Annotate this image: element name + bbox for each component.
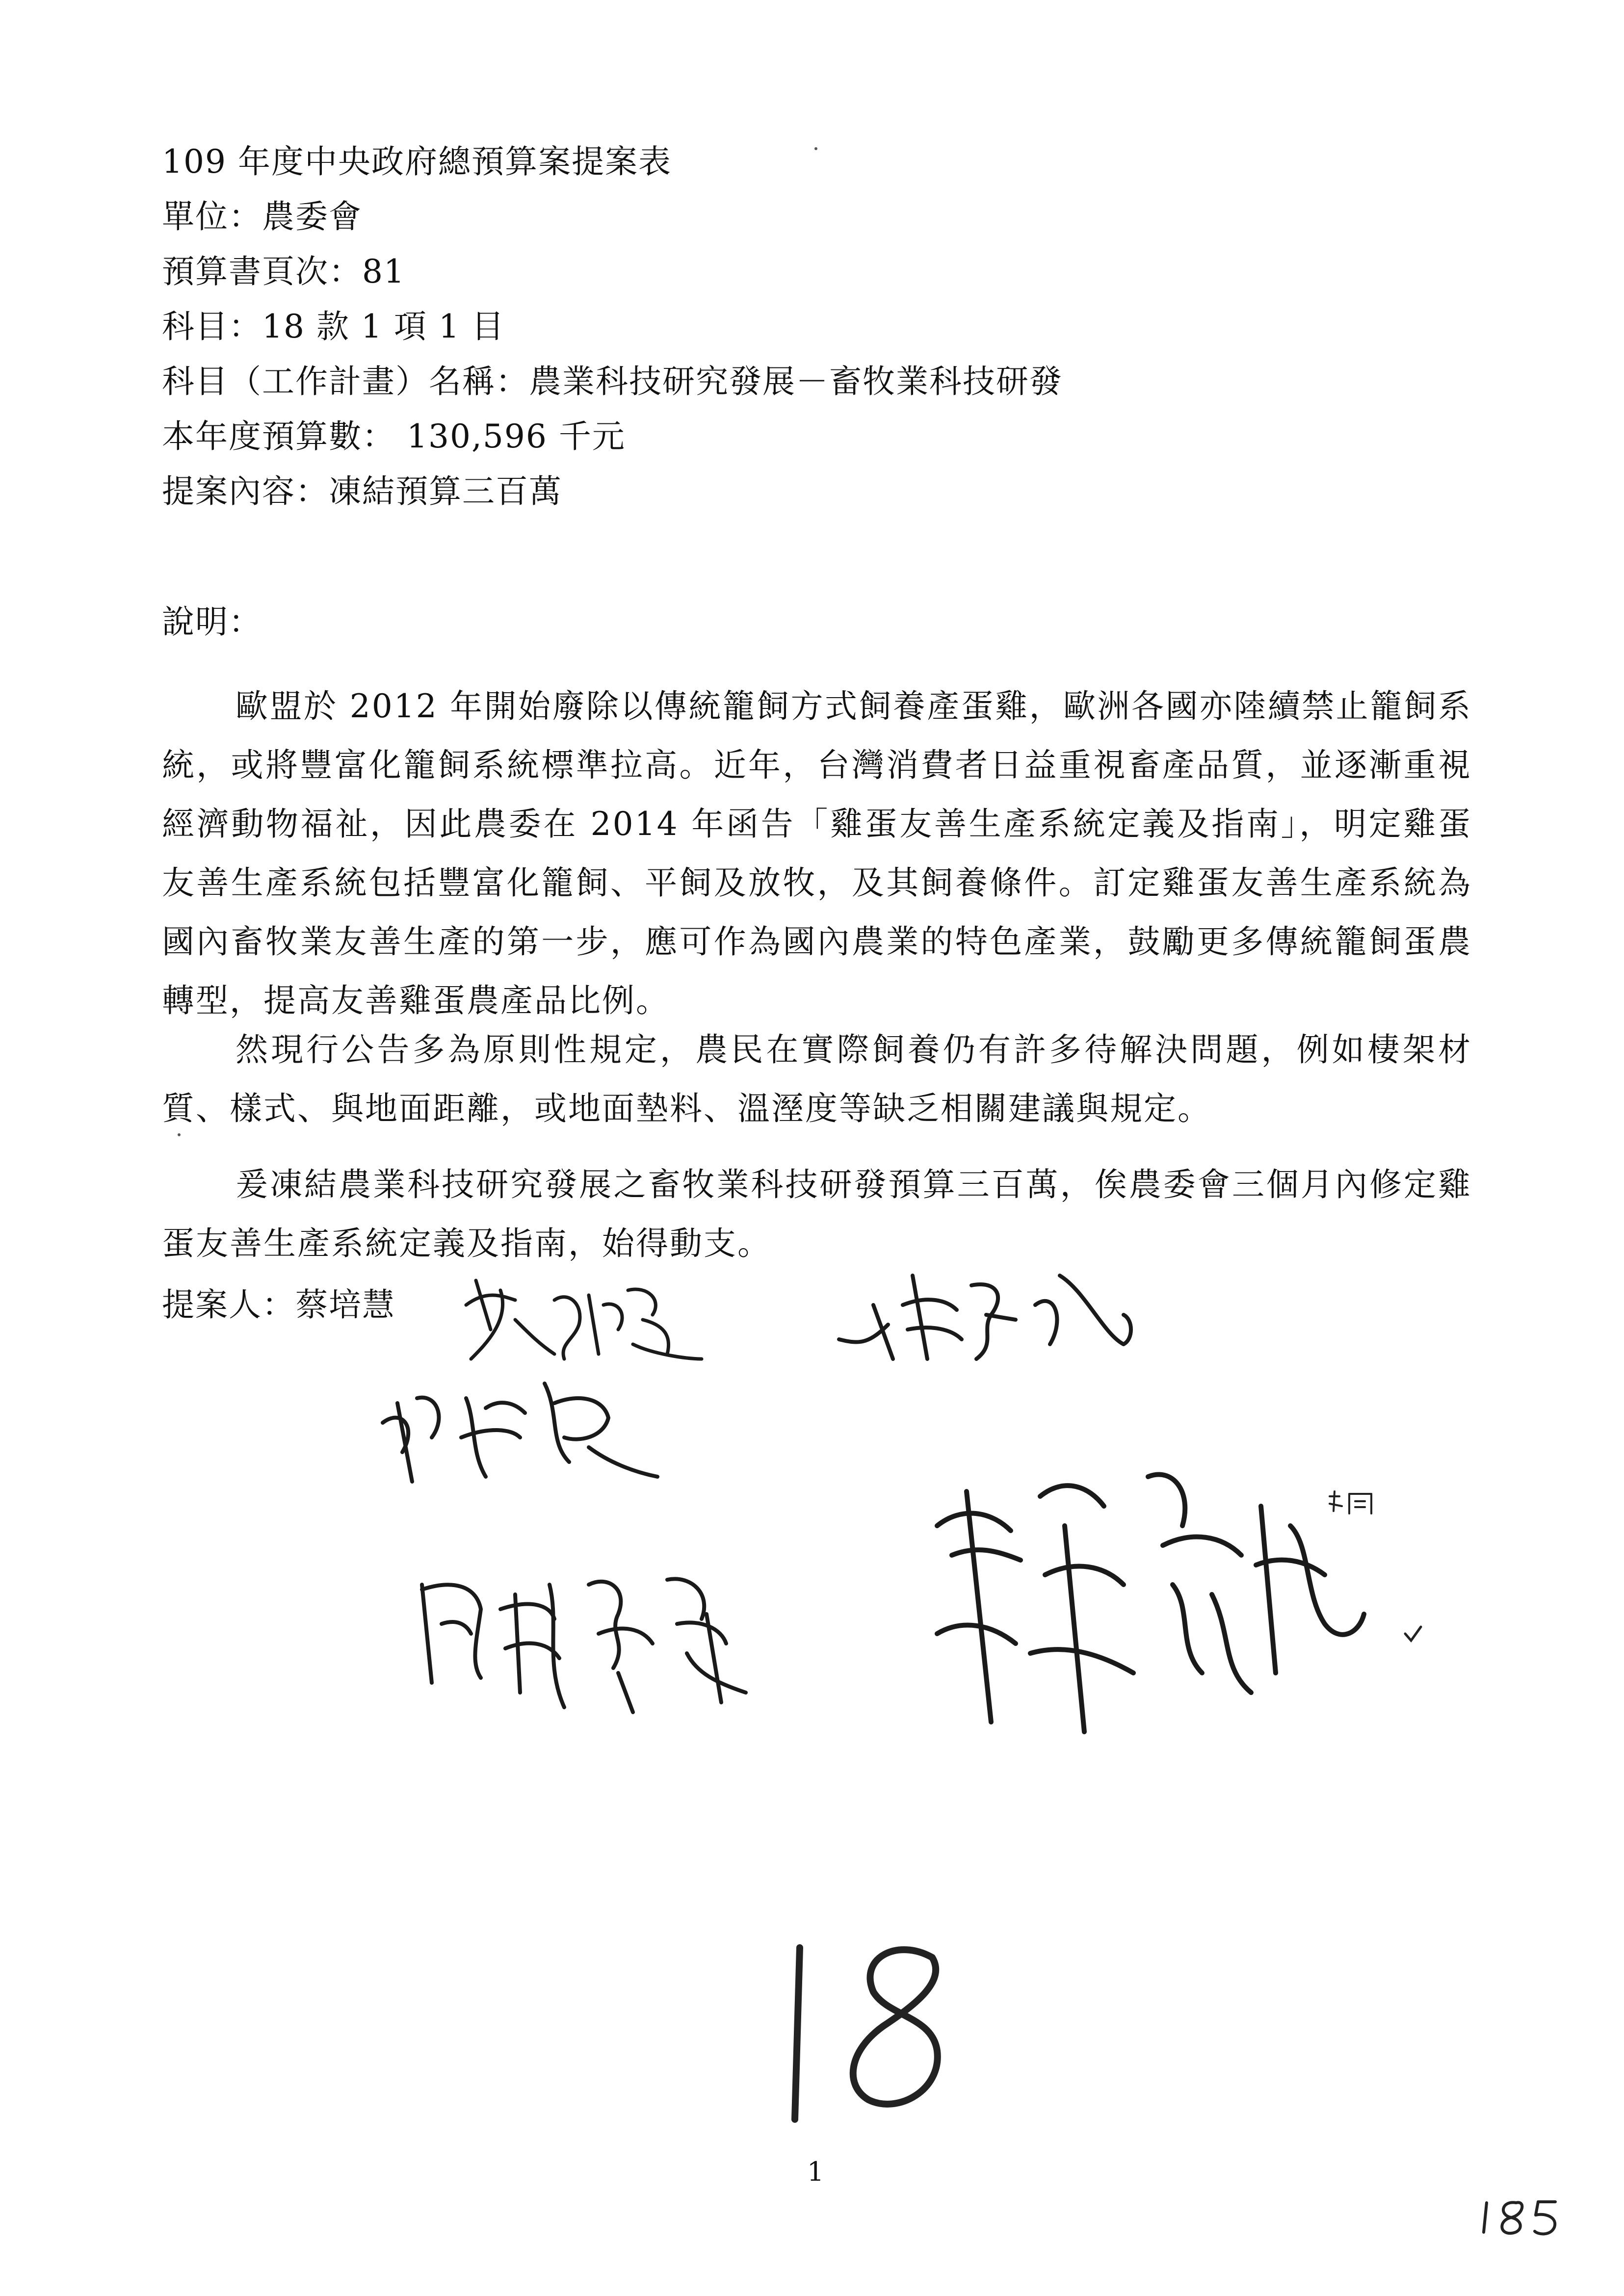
page-number: 1	[807, 2156, 824, 2187]
handwritten-number-18	[770, 1928, 981, 2134]
speck	[178, 1133, 181, 1136]
plan-name-line: 科目（工作計畫）名稱：農業科技研究發展－畜牧業科技研發	[162, 363, 1063, 400]
subject-line: 科目：18 款 1 項 1 目	[162, 308, 505, 345]
paragraph-3: 爰凍結農業科技研究發展之畜牧業科技研發預算三百萬，俟農委會三個月內修定雞蛋友善生產系統定義及指南，始得動支。	[162, 1166, 1472, 1262]
handwritten-page-185	[1477, 2193, 1565, 2237]
document-title: 109 年度中央政府總預算案提案表	[162, 143, 672, 181]
paragraph-1: 歐盟於 2012 年開始廢除以傳統籠飼方式飼養產蛋雞，歐洲各國亦陸續禁止籠飼系統，或將豐富化籠飼系統標準拉高。近年，台灣消費者日益重視畜產品質，並逐漸重視經濟動物福祉，因此農委在 2014 年函告「雞蛋友善生產系統定義及指南」，明定雞蛋友善生產系統包括豐富化籠飼、平飼及放牧，及其飼養條件。訂定雞蛋友善生產系統為國內畜牧業友善生產的第一步，應可作為國內農業的特色產業，鼓勵更多傳統籠飼蛋農轉型，提高友善雞蛋農產品比例。	[162, 687, 1472, 1019]
signature-large-right	[917, 1447, 1379, 1742]
handwritten-note-mark	[1325, 1487, 1384, 1521]
explanation-label: 說明：	[162, 603, 262, 641]
proposal-content-line: 提案內容：凍結預算三百萬	[162, 472, 562, 510]
budget-page-line: 預算書頁次：81	[162, 253, 405, 290]
proposer-label: 提案人：蔡培慧	[162, 1286, 395, 1324]
speck	[814, 147, 817, 150]
budget-amount-line: 本年度預算數： 130,596 千元	[162, 417, 626, 455]
paragraph-2: 然現行公告多為原則性規定，農民在實際飼養仍有許多待解決問題，例如棲架材質、樣式、與地面距離，或地面墊料、溫溼度等缺乏相關建議與規定。	[162, 1031, 1472, 1127]
unit-line: 單位：農委會	[162, 198, 362, 235]
signature-left-middle	[373, 1354, 677, 1501]
check-mark	[1403, 1624, 1423, 1644]
signature-upper-right	[829, 1246, 1143, 1374]
signature-left-bottom	[402, 1545, 775, 1722]
